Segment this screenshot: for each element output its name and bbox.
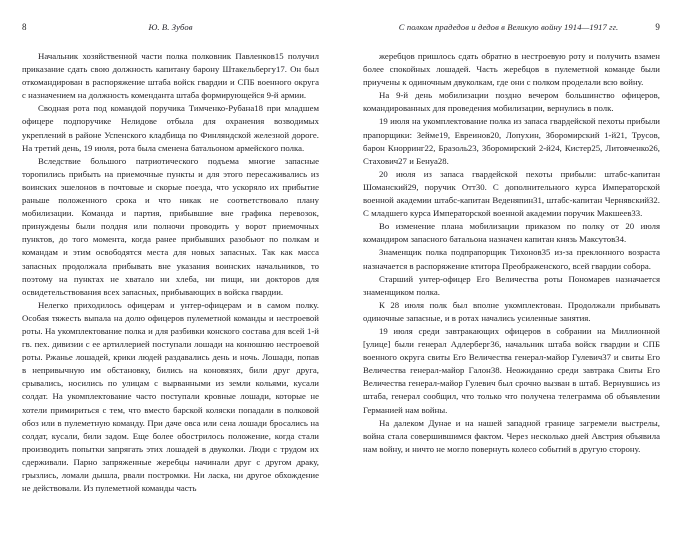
right-page [341,0,682,540]
left-page-number: 8 [22,22,27,32]
paragraph: Знаменщик полка подпрапорщик Тихонов35 из-за преклонного возраста назначается в распоряжение ктитора Преображенского, всей гвардии собора. [363,247,660,271]
paragraph: На 9-й день мобилизации поздно вечером большинство офицеров, командированных для проведения мобилизации, вернулись в полк. [363,90,660,114]
paragraph: Сводная рота под командой поручика Тимченко-Рубана18 при младшем офицере подпоручике Нелидове отбыла для охранения возводимых укреплений в районе Успенского кладбища по Финляндской железной дороге. На третий день, 19 июля, рота была сменена батальоном армейского полка. [22,103,319,153]
paragraph: На далеком Дунае и на нашей западной границе загремели выстрелы, война стала совершившимся фактом. Через несколько дней Австрия объявила нам войну, и ничто не могло повернуть колесо событий в другую сторону. [363,417,660,454]
left-running-head [22,22,319,38]
right-text-column [363,50,660,456]
right-running-title: С полком прадедов и дедов в Великую войну 1914—1917 гг. [398,22,619,32]
paragraph: Нелегко приходилось офицерам и унтер-офицерам и в самом полку. Особая тяжесть выпала на долю офицеров пулеметной команды и нестроевой роты. На укомплектование полка и для разбивки конского состава для всей 1-й гв. пех. дивизии с ее артиллерией поступали лошади на конюшню нестроевой роты. Ржанье лошадей, крики людей раздавались день и ночь. Лошади, попав в непривычную им обстановку, бились на коновязях, били друг друга, срывались, носились по улицам с вырванными из земли кольями, кусали солдат. На укомплектование часто поступали кровные лошади, которые не хотели примириться с тем, что вместо барской коляски попадали в полковой обоз или в пулеметную команду. При даче овса или сена лошади бросались на солдат, кусали, били задом. Еще более обострилось положение, когда стали производить попытки запрягать этих лошадей в двуколки. Люди с трудом их сдерживали. Парно запряженные жеребцы начинали друг с другом драку, грызлись, ломали дышла, рвали постромки. Ни ласка, ни другое обхождение не действовали. Из пулеметной команды часть [22,299,319,494]
paragraph: Начальник хозяйственной части полка полковник Павленков15 получил приказание сдать свою должность капитану барону Штакельбергу17. Он был откомандирован в распоряжение штаба войск гвардии и СПБ военного округа с назначением на должность коменданта штаба формирующейся 9-й армии. [22,51,319,101]
paragraph: 19 июля среди завтракающих офицеров в собрании на Миллионной [улице] были генерал Адлерберг36, начальник штаба войск гвардии и СПБ военного округа свиты Его Величества генерал-майор Гулевич37 и свиты Его Величества генерал-майор Галон38. Неожиданно среди завтрака Свиты Его Величества генерал-майор Гулевич был срочно вызван в штаб. Вернувшись из штаба, генерал сообщил, что только что получена телеграмма об объявлении Германией нам войны. [363,325,660,415]
paragraph: Во изменение плана мобилизации приказом по полку от 20 июля командиром запасного батальона назначен капитан князь Максутов34. [363,221,660,245]
left-text-column [22,50,319,495]
right-running-head [363,22,660,38]
paragraph: 20 июля из запаса гвардейской пехоты прибыли: штабс-капитан Шоманский29, поручик Отт30. С дополнительного курса Императорской военной академии штабс-капитан Веденяпин31, штабс-капитан Чернявский32. С младшего курса Императорской военной академии поручик Макшеев33. [363,168,660,219]
paragraph: жеребцов пришлось сдать обратно в нестроевую роту и получить взамен более спокойных лошадей. Часть жеребцов в пулеметной команде были приучены к одиночным двуколкам, где они с полком проделали всю войну. [363,51,660,88]
left-running-title: Ю. В. Зубов [148,22,193,32]
paragraph: 19 июля на укомплектование полка из запаса гвардейской пехоты прибыли прапорщики: Зейме19, Евреинов20, Лопухин, Зборомирский 1-й21, Трусов, барон Кнорринг22, Бразоль23, Зборомирский 2-й24, Кистер25, Литовченко26, Стахович27 и Бенуа28. [363,116,660,166]
paragraph: Вследствие большого патриотического подъема многие запасные торопились прибыть на приемочные пункты и для этого пересаживались из воинских эшелонов в почтовые и скорые поезда, что ускоряло их прибытие раньше положенного срока и что никак не соответствовало плану мобилизации. Команда и партия, прибывшие вне графика перевозок, принуждены были полдня или полночи проводить у ворот приемочных пунктов, до того момента, когда ранее прибывших разобьют по полкам и командам и этим освободятся места для новых запасных. Так как масса запасных продолжала прибывать вне указания воинских начальников, то поэтому на пунктах не хватало ни хлеба, ни пищи, ни докторов для освидетельствования всех запасных, прибывающих в войска гвардии. [22,155,319,297]
right-page-number: 9 [655,22,660,32]
paragraph: Старший унтер-офицер Его Величества роты Пономарев назначается знаменщиком полка. [363,273,660,297]
paragraph: К 28 июля полк был вполне укомплектован. Продолжали прибывать одиночные запасные, и в ротах начались усиленные занятия. [363,299,660,323]
